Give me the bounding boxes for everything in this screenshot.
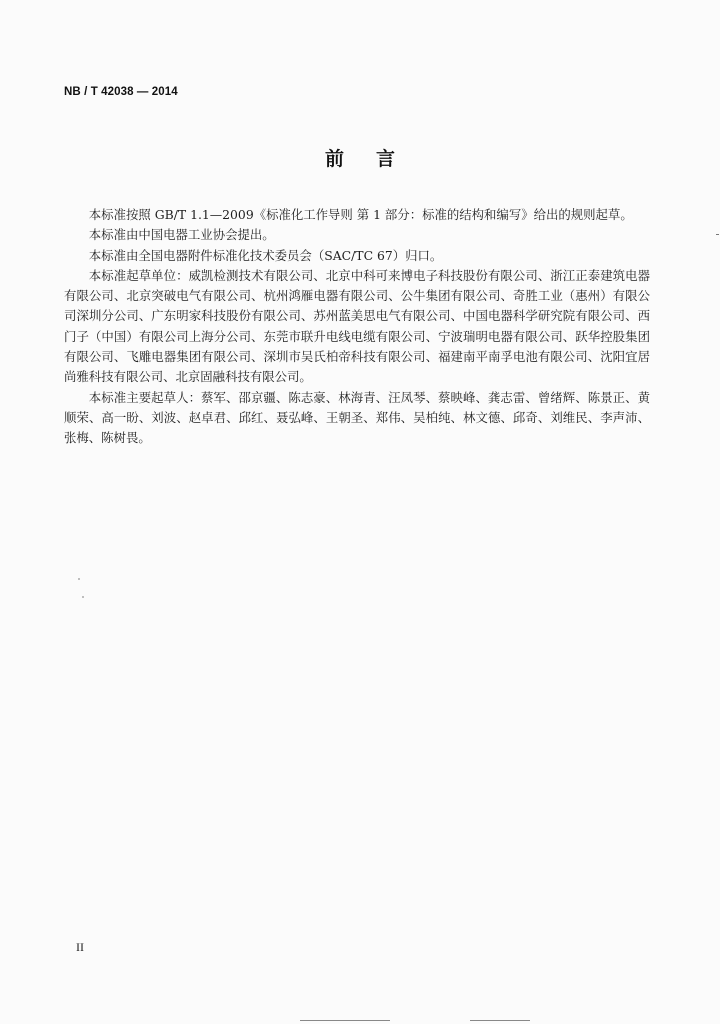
- paragraph-drafting-rules: 本标准按照 GB/T 1.1—2009《标准化工作导则 第 1 部分：标准的结构和编写》给出的规则起草。: [88, 207, 633, 222]
- paragraph-drafters: 本标准主要起草人：蔡军、邵京疆、陈志豪、林海青、汪凤琴、蔡映峰、龚志雷、曾绪辉、陈景正、黄顺荣、高一盼、刘波、赵卓君、邱红、聂弘峰、王朝圣、郑伟、吴柏纯、林文德、邱奇、刘维民、李声沛、张梅、陈树畏。: [64, 389, 650, 446]
- scan-edge-mark: [716, 234, 719, 235]
- scan-speck: [82, 596, 84, 598]
- foreword-body: [64, 205, 650, 449]
- page-number: II: [76, 940, 84, 954]
- title-char-1: 前: [324, 148, 344, 170]
- standard-code-header: NB / T 42038 — 2014: [64, 86, 178, 98]
- paragraph-drafting-organizations: 本标准起草单位：威凯检测技术有限公司、北京中科可来博电子科技股份有限公司、浙江正泰建筑电器有限公司、北京突破电气有限公司、杭州鸿雁电器有限公司、公牛集团有限公司、奇胜工业（惠州）有限公司深圳分公司、广东明家科技股份有限公司、苏州蓝美思电气有限公司、中国电器科学研究院有限公司、西门子（中国）有限公司上海分公司、东莞市联升电线电缆有限公司、宁波瑞明电器有限公司、跃华控股集团有限公司、飞雕电器集团有限公司、深圳市吴氏柏帝科技有限公司、福建南平南孚电池有限公司、沈阳宜居尚雅科技有限公司、北京固融科技有限公司。: [64, 267, 650, 385]
- scan-bottom-edge: [470, 1020, 530, 1021]
- scan-bottom-edge: [300, 1020, 390, 1021]
- paragraph-proposer: 本标准由中国电器工业协会提出。: [88, 227, 275, 243]
- scan-speck: [78, 578, 80, 580]
- page-title: [0, 144, 720, 171]
- title-char-2: 言: [376, 148, 396, 170]
- paragraph-centralized-unit: 本标准由全国电器附件标准化技术委员会（SAC/TC 67）归口。: [88, 247, 443, 263]
